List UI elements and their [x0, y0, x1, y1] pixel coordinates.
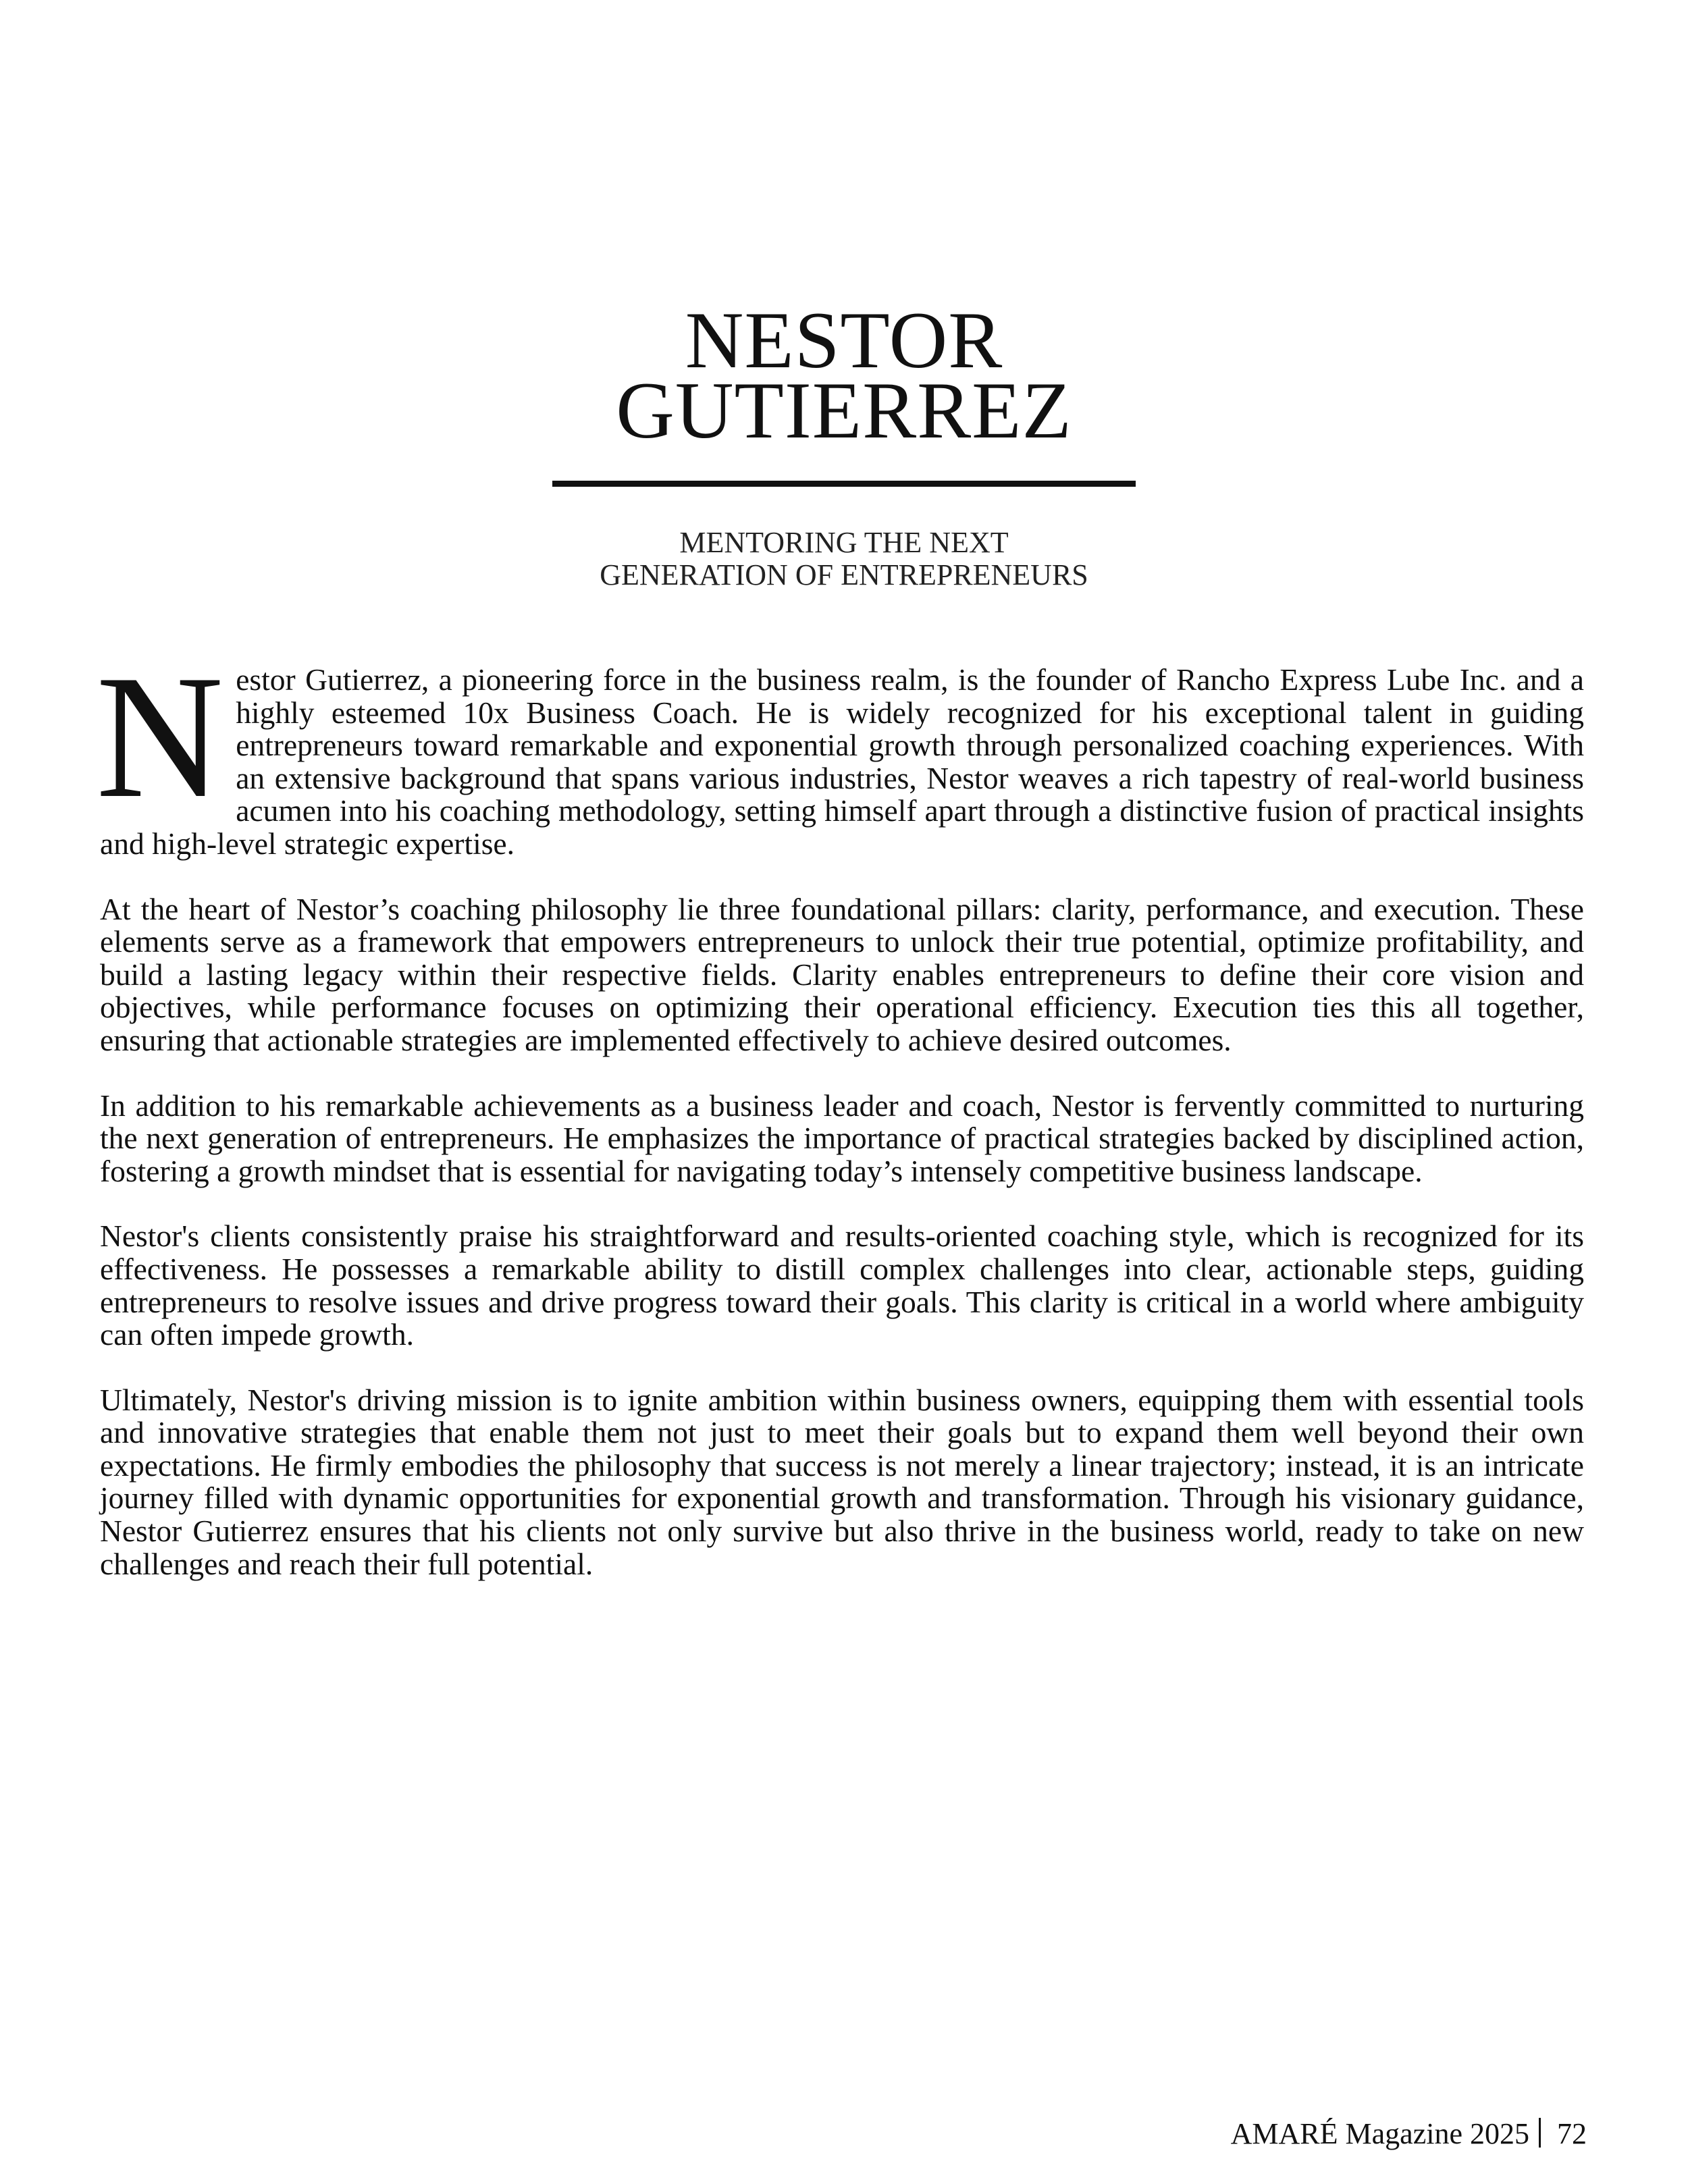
- footer-separator: [1539, 2118, 1541, 2148]
- page-footer: [1231, 2116, 1587, 2152]
- title-line-last-name: GUTIERREZ: [616, 365, 1072, 455]
- paragraph-clients: Nestor's clients consistently praise his straightforward and results-oriented coaching style, which is recognized for its effectiveness. He possesses a remarkable ability to distill complex challenges into clear, actionable steps, guiding entrepreneurs to resolve issues and drive progress toward their goals. This clarity is critical in a world where ambiguity can often impede growth.: [100, 1219, 1584, 1352]
- paragraph-mission: Ultimately, Nestor's driving mission is to ignite ambition within business owners, equipping them with essential tools and innovative strategies that enable them not just to meet their goals but to expand them well beyond their own expectations. He firmly embodies the philosophy that success is not merely a linear trajectory; instead, it is an intricate journey filled with dynamic opportunities for exponential growth and transformation. Through his visionary guidance, Nestor Gutierrez ensures that his clients not only survive but also thrive in the business world, ready to take on new challenges and reach their full potential.: [100, 1382, 1584, 1581]
- paragraph-intro-text: estor Gutierrez, a pioneering force in the business realm, is the founder of Rancho Express Lube Inc. and a highly esteemed 10x Business Coach. He is widely recognized for his exceptional talent in guiding entrepreneurs toward remarkable and exponential growth through personalized coaching experiences. With an extensive background that spans various industries, Nestor weaves a rich tapestry of real-world business acumen into his coaching methodology, setting himself apart through a distinctive fusion of practical insights and high-level strategic expertise.: [100, 662, 1584, 861]
- paragraph-intro: [96, 639, 1584, 861]
- subtitle-line-2: GENERATION OF ENTREPRENEURS: [600, 558, 1088, 591]
- drop-cap: N: [96, 639, 224, 834]
- subtitle-line-1: MENTORING THE NEXT: [679, 526, 1009, 559]
- publication-name: AMARÉ Magazine 2025: [1230, 2117, 1529, 2150]
- paragraph-mentoring: In addition to his remarkable achievements as a business leader and coach, Nestor is fervently committed to nurturing the next generation of entrepreneurs. He emphasizes the importance of practical strategies backed by disciplined action, fostering a growth mindset that is essential for navigating today’s intensely competitive business landscape.: [100, 1088, 1584, 1188]
- title-line-first-name: NESTOR: [685, 295, 1003, 385]
- title-divider: [552, 481, 1136, 487]
- page-number: 72: [1557, 2117, 1587, 2150]
- article-title: [0, 295, 1688, 455]
- article-body: [96, 639, 1584, 1613]
- article-subtitle: [0, 527, 1688, 591]
- paragraph-philosophy: At the heart of Nestor’s coaching philosophy lie three foundational pillars: clarity, performance, and execution. These elements serve as a framework that empowers entrepreneurs to unlock their true potential, optimize profitability, and build a lasting legacy within their respective fields. Clarity enables entrepreneurs to define their core vision and objectives, while performance focuses on optimizing their operational efficiency. Execution ties this all together, ensuring that actionable strategies are implemented effectively to achieve desired outcomes.: [100, 891, 1584, 1057]
